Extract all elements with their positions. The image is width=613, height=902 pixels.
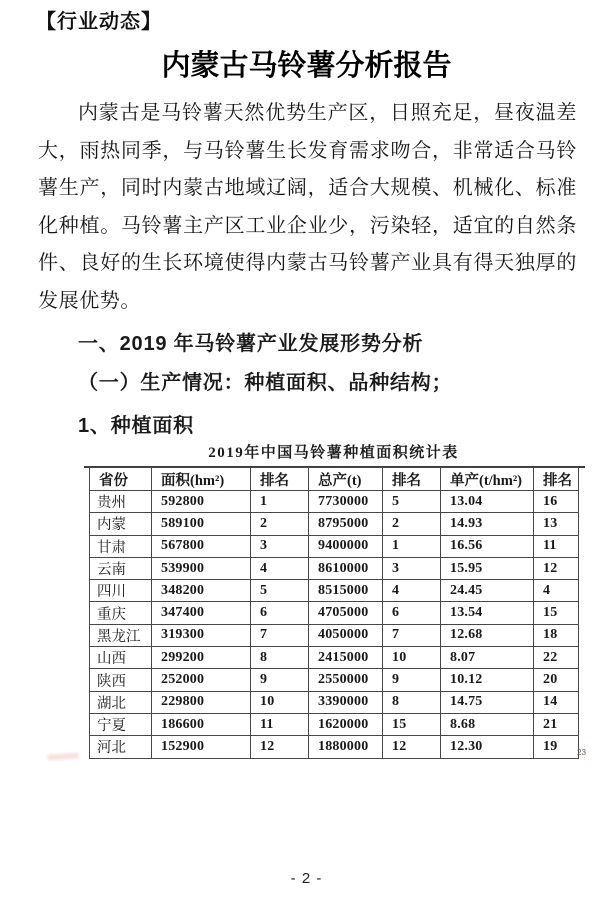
- value-cell: 8: [383, 691, 441, 713]
- table-row: [90, 624, 579, 646]
- value-cell: 5: [251, 580, 309, 602]
- document-title: 内蒙古马铃薯分析报告: [161, 50, 452, 82]
- stats-table-title: 2019年中国马铃薯种植面积统计表: [208, 445, 459, 461]
- value-cell: 2: [383, 513, 441, 535]
- value-cell: 152900: [152, 736, 251, 758]
- value-cell: 1: [251, 491, 309, 513]
- value-cell: 8: [251, 647, 309, 669]
- province-cell: 黑龙江: [90, 624, 152, 646]
- province-cell: 陕西: [90, 669, 152, 691]
- value-cell: 3: [383, 557, 441, 579]
- value-cell: 592800: [152, 491, 251, 513]
- value-cell: 7: [383, 624, 441, 646]
- column-header-4: 排名: [383, 468, 441, 491]
- table-row: [90, 669, 579, 691]
- value-cell: 16.56: [441, 535, 534, 557]
- value-cell: 22: [534, 647, 579, 669]
- column-header-0: 省份: [90, 468, 152, 491]
- value-cell: 6: [251, 602, 309, 624]
- value-cell: 2: [251, 513, 309, 535]
- province-cell: 山西: [90, 647, 152, 669]
- value-cell: 4705000: [309, 602, 383, 624]
- value-cell: 4: [251, 557, 309, 579]
- column-header-6: 排名: [534, 468, 579, 491]
- value-cell: 11: [534, 535, 579, 557]
- value-cell: 7730000: [309, 491, 383, 513]
- value-cell: 1: [383, 535, 441, 557]
- page-number: - 2 -: [290, 870, 323, 887]
- table-row: [90, 491, 579, 513]
- value-cell: 10: [383, 647, 441, 669]
- table-row: [90, 580, 579, 602]
- value-cell: 319300: [152, 624, 251, 646]
- value-cell: 10.12: [441, 669, 534, 691]
- value-cell: 13.04: [441, 491, 534, 513]
- value-cell: 1880000: [309, 736, 383, 758]
- value-cell: 11: [251, 713, 309, 735]
- table-header-row: [90, 468, 579, 491]
- value-cell: 10: [251, 691, 309, 713]
- value-cell: 15.95: [441, 557, 534, 579]
- value-cell: 2415000: [309, 647, 383, 669]
- value-cell: 20: [534, 669, 579, 691]
- value-cell: 4: [383, 580, 441, 602]
- value-cell: 348200: [152, 580, 251, 602]
- value-cell: 347400: [152, 602, 251, 624]
- value-cell: 13.54: [441, 602, 534, 624]
- value-cell: 14.93: [441, 513, 534, 535]
- value-cell: 18: [534, 624, 579, 646]
- value-cell: 589100: [152, 513, 251, 535]
- province-cell: 贵州: [90, 491, 152, 513]
- value-cell: 8515000: [309, 580, 383, 602]
- column-header-tag: 【行业动态】: [36, 11, 162, 33]
- value-cell: 567800: [152, 535, 251, 557]
- value-cell: 24.45: [441, 580, 534, 602]
- table-corner-mark: 23: [577, 748, 586, 757]
- section-heading-2: （一）生产情况：种植面积、品种结构；: [78, 372, 453, 394]
- section-heading-1: 一、2019 年马铃薯产业发展形势分析: [78, 333, 424, 355]
- value-cell: 229800: [152, 691, 251, 713]
- value-cell: 299200: [152, 647, 251, 669]
- value-cell: 8.07: [441, 647, 534, 669]
- table-row: [90, 691, 579, 713]
- table-row: [90, 647, 579, 669]
- value-cell: 21: [534, 713, 579, 735]
- value-cell: 12: [383, 736, 441, 758]
- value-cell: 13: [534, 513, 579, 535]
- value-cell: 8610000: [309, 557, 383, 579]
- province-cell: 宁夏: [90, 713, 152, 735]
- table-row: [90, 535, 579, 557]
- value-cell: 6: [383, 602, 441, 624]
- column-header-5: 单产(t/hm²): [441, 468, 534, 491]
- province-cell: 云南: [90, 557, 152, 579]
- value-cell: 3390000: [309, 691, 383, 713]
- value-cell: 1620000: [309, 713, 383, 735]
- table-row: [90, 602, 579, 624]
- value-cell: 15: [383, 713, 441, 735]
- value-cell: 5: [383, 491, 441, 513]
- province-cell: 甘肃: [90, 535, 152, 557]
- value-cell: 16: [534, 491, 579, 513]
- value-cell: 4: [534, 580, 579, 602]
- column-header-1: 面积(hm²): [152, 468, 251, 491]
- column-header-3: 总产(t): [309, 468, 383, 491]
- province-cell: 内蒙: [90, 513, 152, 535]
- value-cell: 8.68: [441, 713, 534, 735]
- value-cell: 12: [534, 557, 579, 579]
- value-cell: 14.75: [441, 691, 534, 713]
- value-cell: 539900: [152, 557, 251, 579]
- table-row: [90, 557, 579, 579]
- planting-area-stats-table: [89, 467, 579, 759]
- value-cell: 9400000: [309, 535, 383, 557]
- table-row: [90, 736, 579, 758]
- intro-paragraph: 内蒙古是马铃薯天然优势生产区，日照充足，昼夜温差大，雨热同季，与马铃薯生长发育需求吻合，非常适合马铃薯生产，同时内蒙古地域辽阔，适合大规模、机械化、标准化种植。马铃薯主产区工业企业少，污染轻，适宜的自然条件、良好的生长环境使得内蒙古马铃薯产业具有得天独厚的发展优势。: [38, 102, 577, 312]
- value-cell: 4050000: [309, 624, 383, 646]
- value-cell: 15: [534, 602, 579, 624]
- province-cell: 重庆: [90, 602, 152, 624]
- scan-smudge-artifact: [47, 753, 79, 760]
- value-cell: 9: [251, 669, 309, 691]
- section-heading-3: 1、种植面积: [78, 415, 194, 437]
- value-cell: 252000: [152, 669, 251, 691]
- value-cell: 3: [251, 535, 309, 557]
- value-cell: 7: [251, 624, 309, 646]
- table-row: [90, 513, 579, 535]
- stats-table-body: [90, 491, 579, 759]
- province-cell: 四川: [90, 580, 152, 602]
- province-cell: 河北: [90, 736, 152, 758]
- value-cell: 2550000: [309, 669, 383, 691]
- value-cell: 12.68: [441, 624, 534, 646]
- column-header-2: 排名: [251, 468, 309, 491]
- province-cell: 湖北: [90, 691, 152, 713]
- value-cell: 9: [383, 669, 441, 691]
- value-cell: 186600: [152, 713, 251, 735]
- value-cell: 14: [534, 691, 579, 713]
- value-cell: 12.30: [441, 736, 534, 758]
- table-row: [90, 713, 579, 735]
- value-cell: 12: [251, 736, 309, 758]
- value-cell: 19: [534, 736, 579, 758]
- value-cell: 8795000: [309, 513, 383, 535]
